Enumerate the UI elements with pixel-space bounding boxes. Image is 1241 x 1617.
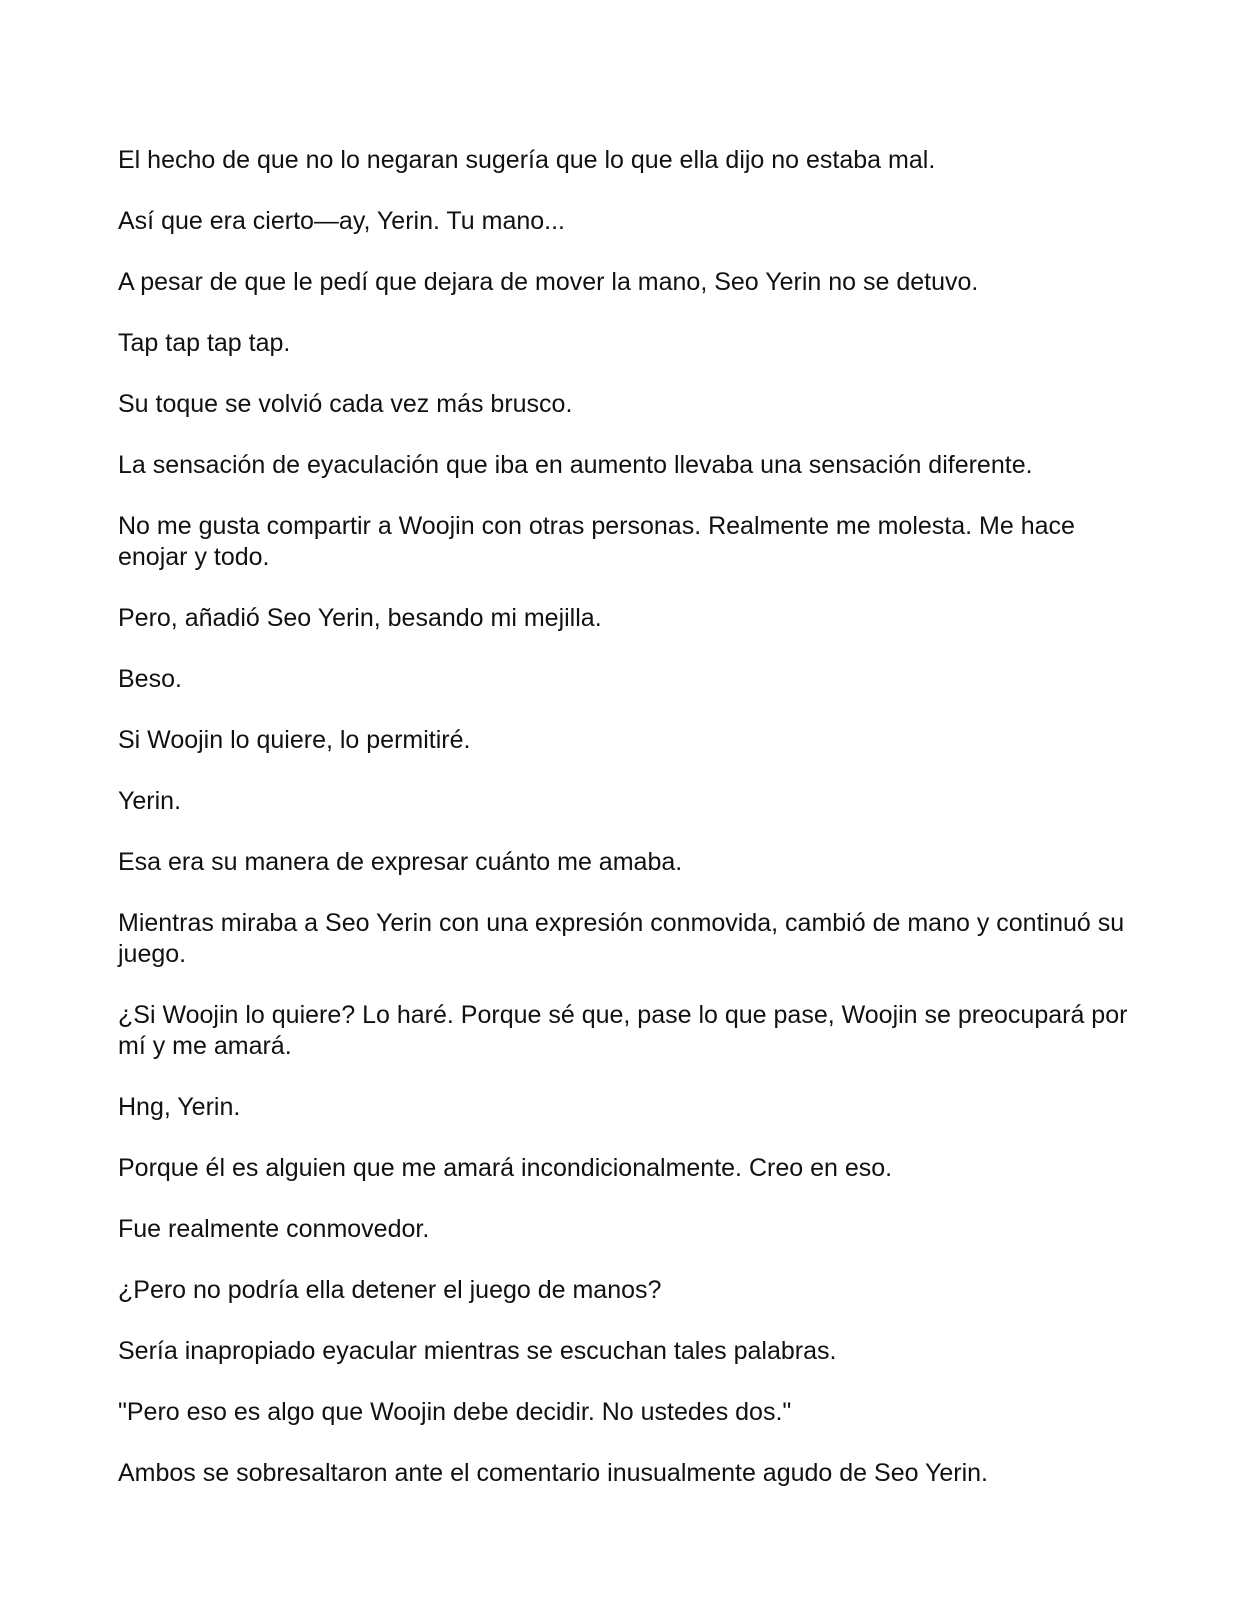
paragraph: "Pero eso es algo que Woojin debe decidir. No ustedes dos."	[118, 1398, 792, 1426]
paragraph: Porque él es alguien que me amará incondicionalmente. Creo en eso.	[118, 1154, 893, 1182]
paragraph: Su toque se volvió cada vez más brusco.	[118, 390, 573, 418]
paragraph: Ambos se sobresaltaron ante el comentario inusualmente agudo de Seo Yerin.	[118, 1459, 989, 1487]
paragraph: La sensación de eyaculación que iba en aumento llevaba una sensación diferente.	[118, 451, 1033, 479]
paragraph: ¿Si Woojin lo quiere? Lo haré. Porque sé que, pase lo que pase, Woojin se preocupará por mí y me amará.	[118, 1001, 1128, 1060]
paragraph: No me gusta compartir a Woojin con otras personas. Realmente me molesta. Me hace enojar y todo.	[118, 512, 1075, 571]
document-body	[118, 145, 1138, 1519]
paragraph: Fue realmente conmovedor.	[118, 1215, 430, 1243]
paragraph: Pero, añadió Seo Yerin, besando mi mejilla.	[118, 604, 602, 632]
paragraph: Mientras miraba a Seo Yerin con una expresión conmovida, cambió de mano y continuó su juego.	[118, 909, 1125, 968]
paragraph: A pesar de que le pedí que dejara de mover la mano, Seo Yerin no se detuvo.	[118, 268, 979, 296]
paragraph: Yerin.	[118, 787, 182, 815]
paragraph: Sería inapropiado eyacular mientras se escuchan tales palabras.	[118, 1337, 837, 1365]
paragraph: Hng, Yerin.	[118, 1093, 241, 1121]
paragraph: Esa era su manera de expresar cuánto me amaba.	[118, 848, 683, 876]
paragraph: Si Woojin lo quiere, lo permitiré.	[118, 726, 471, 754]
paragraph: Beso.	[118, 665, 182, 693]
paragraph: El hecho de que no lo negaran sugería que lo que ella dijo no estaba mal.	[118, 146, 936, 174]
paragraph: Así que era cierto—ay, Yerin. Tu mano...	[118, 207, 565, 235]
paragraph: ¿Pero no podría ella detener el juego de manos?	[118, 1276, 662, 1304]
paragraph: Tap tap tap tap.	[118, 329, 291, 357]
